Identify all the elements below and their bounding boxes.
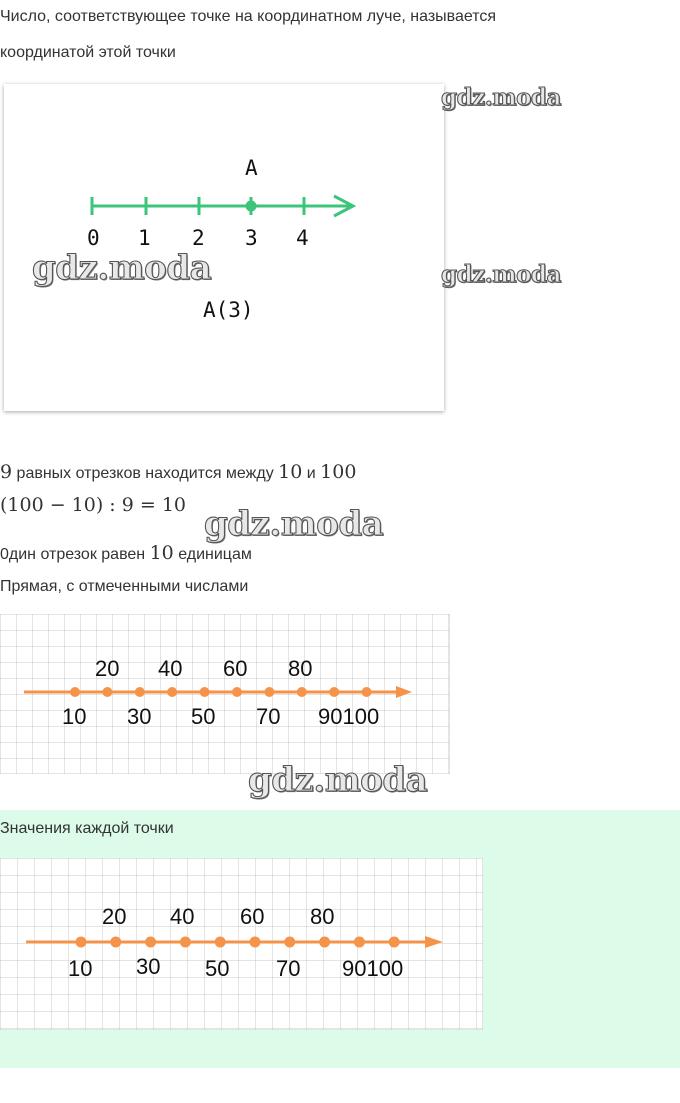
explanation-line-3	[0, 542, 252, 564]
label-20: 20	[95, 656, 120, 681]
label-80: 80	[288, 656, 313, 681]
label-40: 40	[170, 904, 195, 929]
conjunction: и	[302, 465, 321, 482]
answer-number-line-svg	[0, 858, 483, 1030]
formula: (100 − 10) : 9 = 10	[0, 494, 187, 516]
label-10: 10	[68, 956, 93, 981]
watermark-logo: gdz.moda	[248, 760, 428, 800]
end-value: 100	[320, 461, 357, 483]
point-20	[102, 687, 112, 697]
point-60	[250, 937, 261, 948]
label-70: 70	[276, 956, 301, 981]
label-80: 80	[310, 904, 335, 929]
label-60: 60	[223, 656, 248, 681]
start-value: 10	[278, 461, 303, 483]
label-30: 30	[127, 704, 152, 729]
label-50: 50	[191, 704, 216, 729]
coordinate-ray-figure	[4, 84, 444, 411]
explanation-text: 0дин отрезок равен	[0, 546, 150, 563]
tick-label-1: 1	[138, 226, 151, 250]
tick-label-3: 3	[245, 226, 258, 250]
label-20: 20	[102, 904, 127, 929]
label-30: 30	[136, 954, 161, 979]
point-a-coordinate: A(3)	[203, 298, 254, 322]
tick-label-4: 4	[296, 226, 309, 250]
label-90-100: 90100	[342, 956, 404, 981]
grid-number-line-svg	[0, 614, 450, 774]
label-90-100: 90100	[318, 704, 380, 729]
grid-background	[0, 858, 483, 1030]
point-a-label: A	[245, 156, 258, 180]
explanation-line-1	[0, 461, 356, 483]
point-20	[110, 937, 121, 948]
watermark-logo: gdz.moda	[32, 248, 212, 288]
point-30	[145, 937, 156, 948]
point-80	[297, 687, 307, 697]
watermark-logo: gdz.moda	[441, 84, 561, 111]
point-40	[167, 687, 177, 697]
point-90	[354, 937, 365, 948]
point-40	[180, 937, 191, 948]
label-10: 10	[62, 704, 87, 729]
point-90	[329, 687, 339, 697]
explanation-text: равных отрезков находится между	[12, 465, 279, 482]
grid-background	[0, 614, 450, 774]
explanation-line-4: Прямая, с отмеченными числами	[0, 578, 249, 595]
label-70: 70	[256, 704, 281, 729]
intro-line-1: Число, соответствующее точке на координатном луче, называется	[0, 8, 497, 25]
answer-heading: Значения каждой точки	[0, 820, 174, 837]
watermark-logo: gdz.moda	[441, 261, 561, 288]
point-100	[362, 687, 372, 697]
answer-block	[0, 810, 680, 1068]
point-50	[215, 937, 226, 948]
tick-label-2: 2	[192, 226, 205, 250]
point-a-marker	[246, 201, 257, 212]
label-50: 50	[205, 956, 230, 981]
point-70	[264, 687, 274, 697]
point-10	[70, 687, 80, 697]
point-30	[135, 687, 145, 697]
label-40: 40	[158, 656, 183, 681]
point-70	[284, 937, 295, 948]
answer-grid-figure	[0, 858, 483, 1030]
point-80	[319, 937, 330, 948]
segment-count: 9	[0, 461, 13, 483]
explanation-text: единицам	[173, 546, 252, 563]
intro-line-2: координатой этой точки	[0, 44, 176, 61]
point-100	[389, 937, 400, 948]
point-60	[232, 687, 242, 697]
segment-value: 10	[149, 542, 174, 564]
point-50	[200, 687, 210, 697]
tick-label-0: 0	[87, 226, 100, 250]
number-line-grid-figure	[0, 614, 450, 774]
point-10	[76, 937, 87, 948]
watermark-logo: gdz.moda	[204, 504, 384, 544]
label-60: 60	[240, 904, 265, 929]
